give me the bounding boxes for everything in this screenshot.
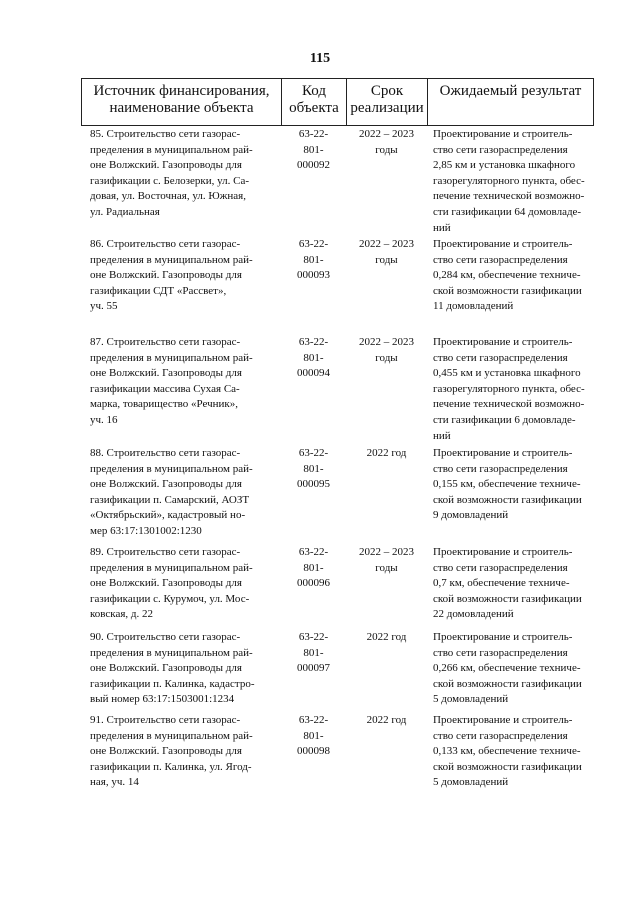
cell-result xyxy=(427,127,594,236)
header-line: реализации xyxy=(350,100,424,116)
term-line: годы xyxy=(375,143,398,156)
source-line: пределения в муниципальном рай- xyxy=(90,462,253,475)
term-line: годы xyxy=(375,351,398,364)
result-line: ний xyxy=(433,221,451,234)
source-line: 88. Строительство сети газорас- xyxy=(90,447,241,459)
source-line: 86. Строительство сети газорас- xyxy=(90,238,241,250)
header-line: объекта xyxy=(289,100,339,116)
code-line: 801- xyxy=(303,351,324,364)
result-line: ний xyxy=(433,429,451,442)
code-line: 63-22- xyxy=(298,336,329,348)
code-line: 63-22- xyxy=(298,447,329,459)
result-line: ство сети газораспределения xyxy=(433,729,568,742)
source-line: 85. Строительство сети газорас- xyxy=(90,128,241,140)
result-line: Проектирование и строитель- xyxy=(433,546,573,558)
table-row xyxy=(81,335,594,444)
term-line: 2022 – 2023 xyxy=(359,546,414,558)
cell-source xyxy=(81,335,281,444)
source-line: пределения в муниципальном рай- xyxy=(90,729,253,742)
source-line: газификации п. Калинка, кадастро- xyxy=(90,677,255,690)
header-line: Ожидаемый результат xyxy=(439,83,582,99)
result-line: ство сети газораспределения xyxy=(433,351,568,364)
code-line: 801- xyxy=(303,462,324,475)
result-line: газорегуляторного пункта, обес- xyxy=(433,174,585,187)
result-line: 11 домовладений xyxy=(433,300,514,313)
code-line: 000093 xyxy=(297,269,330,282)
code-line: 000098 xyxy=(297,745,330,758)
result-line: 0,284 км, обеспечение техниче- xyxy=(433,269,581,282)
result-line: ской возможности газификации xyxy=(433,284,582,297)
code-line: 63-22- xyxy=(298,128,329,140)
code-line: 000092 xyxy=(297,159,330,172)
source-line: пределения в муниципальном рай- xyxy=(90,253,253,266)
cell-code xyxy=(281,545,346,623)
code-line: 000096 xyxy=(297,577,330,590)
source-line: газификации с. Курумоч, ул. Мос- xyxy=(90,592,250,605)
result-line: сти газификации 64 домовладе- xyxy=(433,205,582,218)
table-row xyxy=(81,237,594,315)
term-line: 2022 год xyxy=(366,631,407,643)
source-line: пределения в муниципальном рай- xyxy=(90,561,253,574)
cell-source xyxy=(81,237,281,315)
source-line: ул. Радиальная xyxy=(90,205,160,218)
term-line: 2022 год xyxy=(366,447,407,459)
result-line: 5 домовладений xyxy=(433,693,509,706)
term-line: 2022 – 2023 xyxy=(359,238,414,250)
source-line: мер 63:17:1301002:1230 xyxy=(90,524,202,537)
result-line: ство сети газораспределения xyxy=(433,253,568,266)
result-line: сти газификации 6 домовладе- xyxy=(433,413,576,426)
header-line: наименование объекта xyxy=(109,100,254,116)
source-line: пределения в муниципальном рай- xyxy=(90,351,253,364)
source-line: газификации СДТ «Рассвет», xyxy=(90,284,227,297)
code-line: 801- xyxy=(303,253,324,266)
code-line: 801- xyxy=(303,646,324,659)
cell-result xyxy=(427,446,594,540)
result-line: Проектирование и строитель- xyxy=(433,631,573,643)
result-line: ство сети газораспределения xyxy=(433,646,568,659)
cell-code xyxy=(281,446,346,540)
cell-source xyxy=(81,446,281,540)
header-line: Источник финансирования, xyxy=(93,83,270,99)
source-line: вый номер 63:17:1503001:1234 xyxy=(90,693,235,706)
source-line: оне Волжский. Газопроводы для xyxy=(90,478,242,491)
cell-result xyxy=(427,630,594,708)
source-line: пределения в муниципальном рай- xyxy=(90,646,253,659)
result-line: 0,266 км, обеспечение техниче- xyxy=(433,662,581,675)
result-line: Проектирование и строитель- xyxy=(433,128,573,140)
code-line: 63-22- xyxy=(298,631,329,643)
cell-result xyxy=(427,335,594,444)
result-line: 2,85 км и установка шкафного xyxy=(433,159,576,172)
header-code xyxy=(281,79,346,125)
source-line: 87. Строительство сети газорас- xyxy=(90,336,241,348)
source-line: довая, ул. Восточная, ул. Южная, xyxy=(90,190,246,203)
source-line: газификации с. Белозерки, ул. Са- xyxy=(90,174,250,187)
header-source xyxy=(81,79,281,125)
term-line: годы xyxy=(375,253,398,266)
result-line: Проектирование и строитель- xyxy=(433,336,573,348)
code-line: 000095 xyxy=(297,478,330,491)
result-line: Проектирование и строитель- xyxy=(433,714,573,726)
cell-code xyxy=(281,335,346,444)
source-line: оне Волжский. Газопроводы для xyxy=(90,577,242,590)
code-line: 63-22- xyxy=(298,714,329,726)
code-line: 63-22- xyxy=(298,546,329,558)
source-line: «Октябрьский», кадастровый но- xyxy=(90,509,246,522)
code-line: 63-22- xyxy=(298,238,329,250)
cell-source xyxy=(81,713,281,791)
source-line: газификации массива Сухая Са- xyxy=(90,382,240,395)
result-line: 5 домовладений xyxy=(433,776,509,789)
code-line: 801- xyxy=(303,143,324,156)
cell-code xyxy=(281,237,346,315)
term-line: годы xyxy=(375,561,398,574)
cell-code xyxy=(281,127,346,236)
source-line: марка, товарищество «Речник», xyxy=(90,398,238,411)
result-line: ство сети газораспределения xyxy=(433,462,568,475)
result-line: ской возможности газификации xyxy=(433,493,582,506)
result-line: 0,455 км и установка шкафного xyxy=(433,367,581,380)
code-line: 801- xyxy=(303,561,324,574)
source-line: ковская, д. 22 xyxy=(90,608,154,621)
source-line: 89. Строительство сети газорас- xyxy=(90,546,241,558)
code-line: 801- xyxy=(303,729,324,742)
cell-result xyxy=(427,545,594,623)
source-line: 90. Строительство сети газорас- xyxy=(90,631,241,643)
cell-code xyxy=(281,713,346,791)
result-line: 9 домовладений xyxy=(433,509,509,522)
term-line: 2022 год xyxy=(366,714,407,726)
cell-source xyxy=(81,127,281,236)
code-line: 000097 xyxy=(297,662,330,675)
header-term xyxy=(346,79,427,125)
table-row xyxy=(81,630,594,708)
result-line: газорегуляторного пункта, обес- xyxy=(433,382,585,395)
header-result xyxy=(427,79,594,125)
source-line: 91. Строительство сети газорас- xyxy=(90,714,241,726)
cell-source xyxy=(81,545,281,623)
header-line: Срок xyxy=(370,83,404,99)
cell-code xyxy=(281,630,346,708)
source-line: ная, уч. 14 xyxy=(90,776,139,789)
result-line: Проектирование и строитель- xyxy=(433,447,573,459)
result-line: печение технической возможно- xyxy=(433,190,585,203)
result-line: 0,155 км, обеспечение техниче- xyxy=(433,478,581,491)
result-line: 22 домовладений xyxy=(433,608,514,621)
source-line: газификации п. Самарский, АОЗТ xyxy=(90,493,250,506)
cell-term xyxy=(346,335,427,444)
result-line: печение технической возможно- xyxy=(433,398,585,411)
source-line: газификации п. Калинка, ул. Ягод- xyxy=(90,760,252,773)
source-line: уч. 16 xyxy=(90,413,118,426)
cell-source xyxy=(81,630,281,708)
cell-term xyxy=(346,446,427,540)
result-line: 0,133 км, обеспечение техниче- xyxy=(433,745,581,758)
table-row xyxy=(81,127,594,236)
result-line: ской возможности газификации xyxy=(433,760,582,773)
cell-term xyxy=(346,713,427,791)
result-line: ской возможности газификации xyxy=(433,592,582,605)
table-header xyxy=(81,78,594,126)
source-line: оне Волжский. Газопроводы для xyxy=(90,745,242,758)
table-row xyxy=(81,545,594,623)
result-line: ской возможности газификации xyxy=(433,677,582,690)
header-line: Код xyxy=(302,83,326,99)
result-line: ство сети газораспределения xyxy=(433,561,568,574)
cell-term xyxy=(346,545,427,623)
cell-result xyxy=(427,237,594,315)
cell-term xyxy=(346,237,427,315)
table-row xyxy=(81,713,594,791)
cell-term xyxy=(346,127,427,236)
source-line: оне Волжский. Газопроводы для xyxy=(90,269,242,282)
cell-result xyxy=(427,713,594,791)
source-line: оне Волжский. Газопроводы для xyxy=(90,662,242,675)
term-line: 2022 – 2023 xyxy=(359,128,414,140)
term-line: 2022 – 2023 xyxy=(359,336,414,348)
cell-term xyxy=(346,630,427,708)
result-line: 0,7 км, обеспечение техниче- xyxy=(433,577,570,590)
source-line: оне Волжский. Газопроводы для xyxy=(90,367,242,380)
result-line: Проектирование и строитель- xyxy=(433,238,573,250)
source-line: пределения в муниципальном рай- xyxy=(90,143,253,156)
source-line: уч. 55 xyxy=(90,300,118,313)
table-row xyxy=(81,446,594,540)
source-line: оне Волжский. Газопроводы для xyxy=(90,159,242,172)
result-line: ство сети газораспределения xyxy=(433,143,568,156)
code-line: 000094 xyxy=(297,367,330,380)
page-number: 115 xyxy=(309,51,331,66)
